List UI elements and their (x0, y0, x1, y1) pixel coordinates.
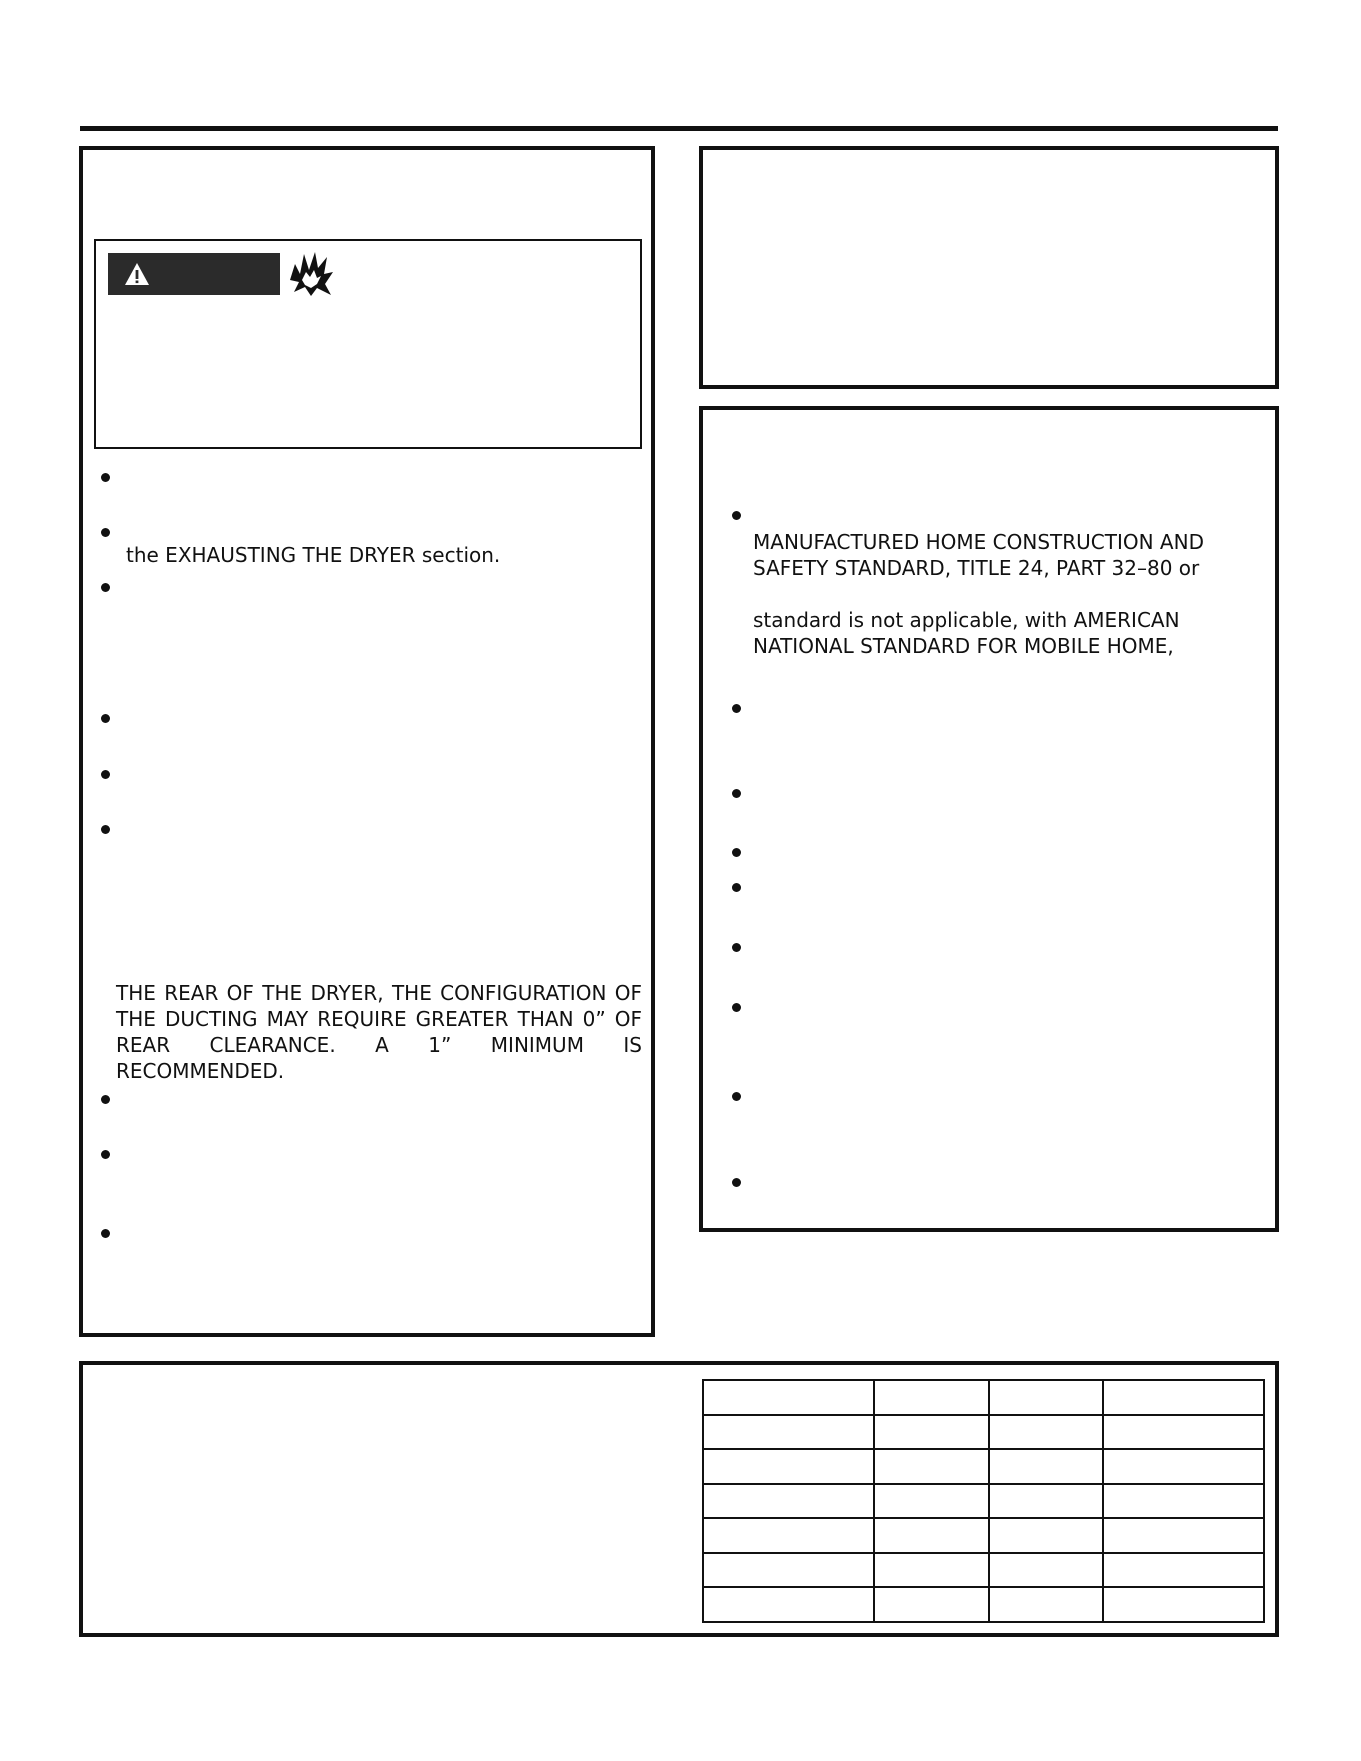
warning-box (94, 239, 642, 449)
list-bullet (101, 825, 110, 834)
list-bullet (101, 473, 110, 482)
standard-line: NATIONAL STANDARD FOR MOBILE HOME, (753, 634, 1174, 658)
standard-line: SAFETY STANDARD, TITLE 24, PART 32–80 or (753, 556, 1200, 580)
list-bullet (101, 714, 110, 723)
list-bullet (732, 511, 741, 520)
rear-clearance-line: THE REAR OF THE DRYER, THE CONFIGURATION OF (116, 981, 642, 1005)
dimensions-table (702, 1379, 1265, 1623)
exhaust-section-reference: the EXHAUSTING THE DRYER section. (126, 543, 501, 567)
table-row (703, 1415, 1264, 1450)
list-bullet (732, 1092, 741, 1101)
list-bullet (732, 1178, 741, 1187)
list-bullet (732, 704, 741, 713)
list-bullet (101, 583, 110, 592)
table-row (703, 1449, 1264, 1484)
table-row (703, 1484, 1264, 1519)
page-header-rule (80, 126, 1278, 131)
rear-clearance-note (116, 980, 642, 1084)
list-bullet (101, 1150, 110, 1159)
table-row (703, 1380, 1264, 1415)
list-bullet (101, 770, 110, 779)
table-row (703, 1553, 1264, 1588)
warning-banner (108, 253, 280, 295)
table-row (703, 1587, 1264, 1622)
bottom-specs-box (79, 1361, 1279, 1637)
warning-triangle-icon (124, 262, 150, 286)
right-top-box (699, 146, 1279, 389)
list-bullet (101, 1229, 110, 1238)
rear-clearance-line: THE DUCTING MAY REQUIRE GREATER THAN 0” OF (116, 1007, 642, 1031)
standard-line: standard is not applicable, with AMERICAN (753, 608, 1180, 632)
list-bullet (732, 789, 741, 798)
list-bullet (732, 883, 741, 892)
mobile-home-box (699, 406, 1279, 1232)
list-bullet (732, 1003, 741, 1012)
list-bullet (101, 528, 110, 537)
list-bullet (732, 848, 741, 857)
standard-line: MANUFACTURED HOME CONSTRUCTION AND (753, 530, 1204, 554)
rear-clearance-line: REAR CLEARANCE. A 1” MINIMUM IS RECOMMENDED. (116, 1033, 642, 1083)
list-bullet (101, 1095, 110, 1104)
left-requirements-box (79, 146, 655, 1337)
explosion-hazard-icon (287, 250, 335, 298)
table-row (703, 1518, 1264, 1553)
list-bullet (732, 943, 741, 952)
